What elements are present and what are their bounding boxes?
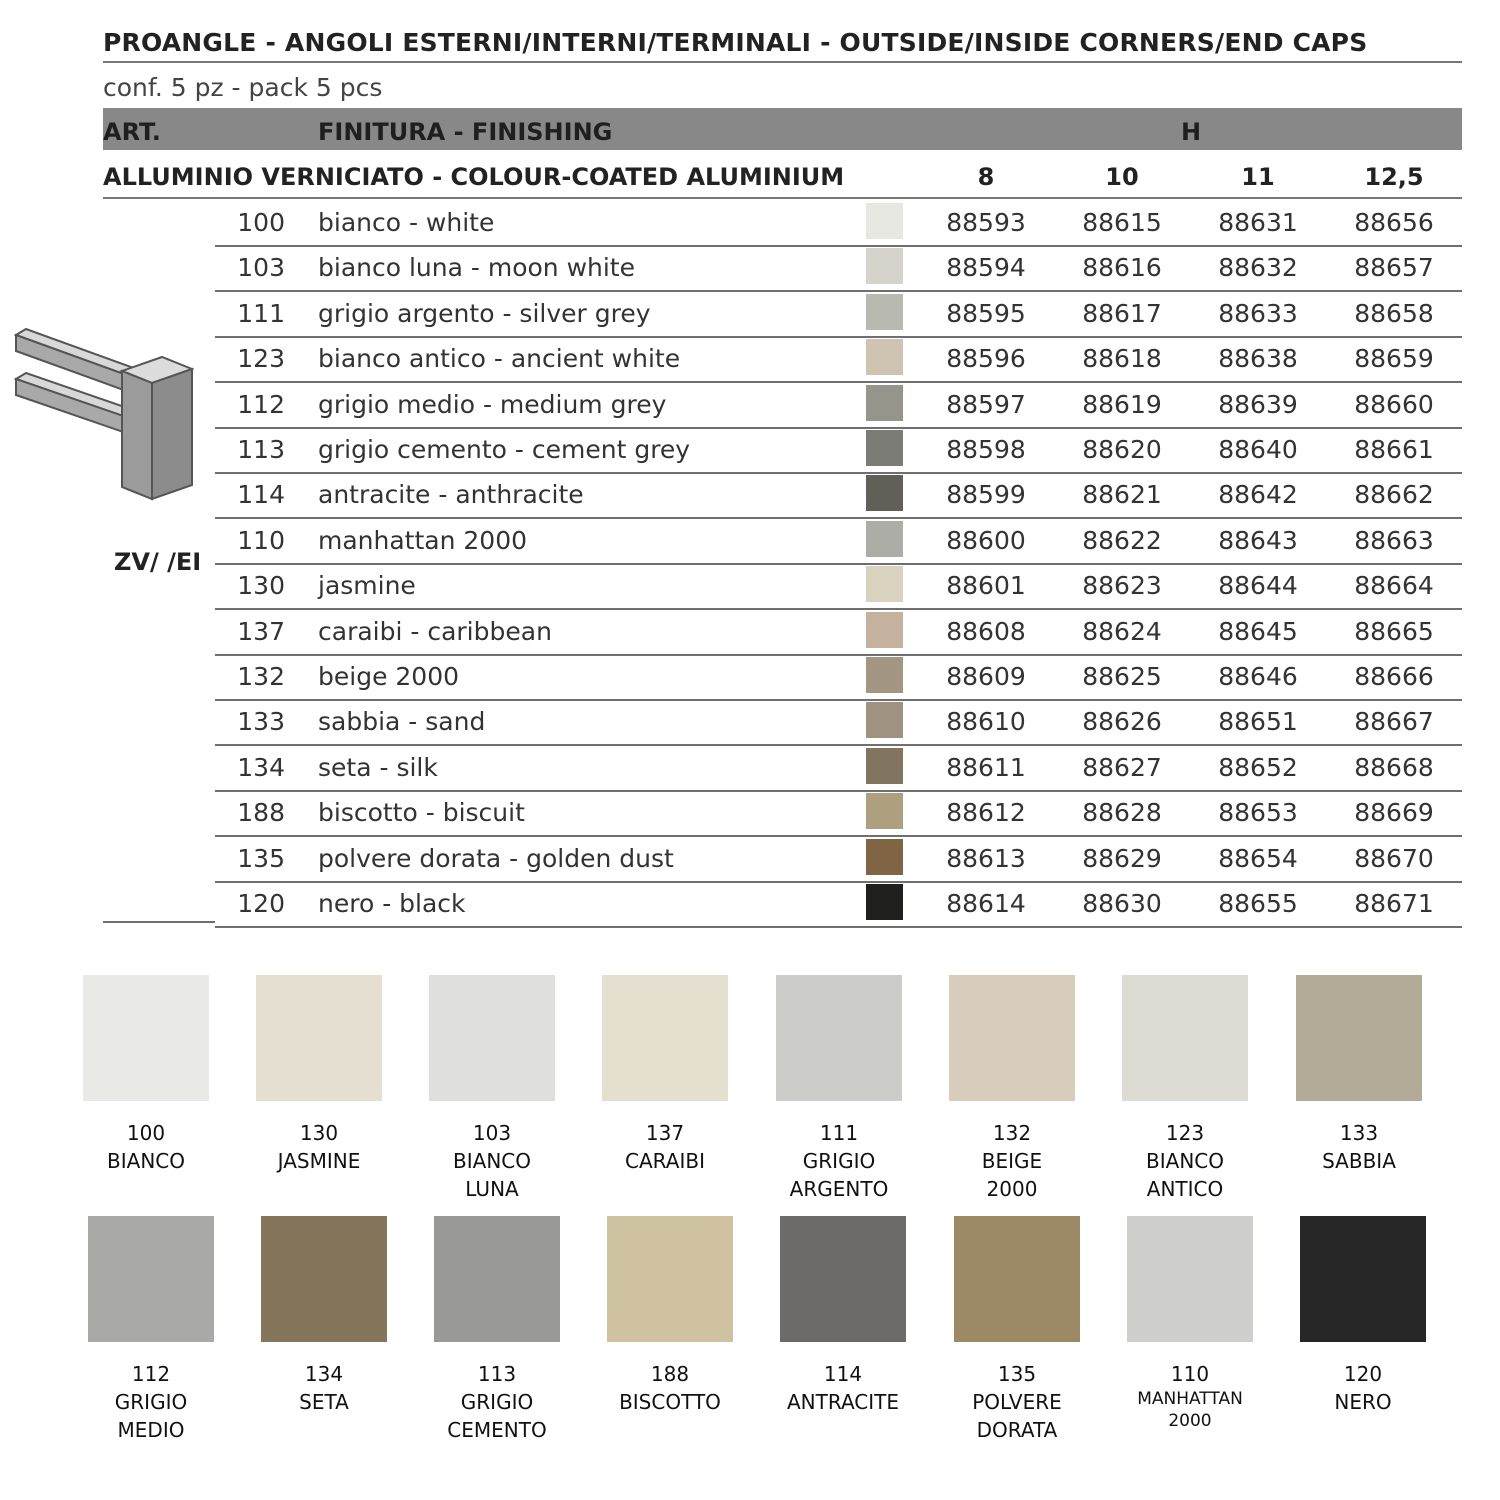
color-chip-tile [261,1216,387,1342]
color-chip-name: BIANCO [107,1149,185,1173]
color-chip-code: 112 [131,1362,171,1386]
finish-code: 120 [237,889,285,918]
color-chip-code: 130 [299,1121,339,1145]
color-chip [949,975,1075,1203]
table-row [215,427,1462,474]
table-row [215,745,1462,792]
table-row [215,291,1462,338]
article-number: 88613 [946,844,1026,873]
color-chip-code: 100 [126,1121,166,1145]
article-number: 88614 [946,889,1026,918]
finish-code: 132 [237,662,285,691]
article-number: 88669 [1354,798,1434,827]
color-chip-name: BISCOTTO [619,1390,721,1414]
color-chip-name: BEIGE [981,1149,1043,1173]
color-chip-name: POLVERE [972,1390,1062,1414]
color-chip-tile [1127,1216,1253,1342]
color-chip-label [256,1119,382,1175]
article-number: 88608 [946,617,1026,646]
color-chip-code: 110 [1170,1362,1210,1386]
color-chip-tile [954,1216,1080,1342]
article-number: 88597 [946,390,1026,419]
col-finishing-label: FINITURA - FINISHING [318,118,613,146]
corner-profile-icon [14,327,194,503]
article-number: 88633 [1218,299,1298,328]
material-subheader [103,163,1462,199]
article-number: 88644 [1218,571,1298,600]
finish-name: polvere dorata - golden dust [318,844,674,873]
finish-code: 133 [237,707,285,736]
finish-swatch [866,839,903,875]
table-row [215,609,1462,656]
height-header-0: 8 [977,163,995,191]
color-chip-label [1122,1119,1248,1203]
article-number: 88598 [946,435,1026,464]
finish-code: 134 [237,753,285,782]
height-header-3: 12,5 [1364,163,1424,191]
color-chip-name: GRIGIO [114,1390,188,1414]
color-chip-name: 2000 [986,1177,1038,1201]
article-number: 88664 [1354,571,1434,600]
article-number: 88661 [1354,435,1434,464]
finish-name: caraibi - caribbean [318,617,552,646]
article-number: 88593 [946,208,1026,237]
finish-name: biscotto - biscuit [318,798,525,827]
color-chip-name: 2000 [1168,1411,1212,1431]
color-chip-tile [780,1216,906,1342]
color-chip [88,1216,214,1444]
article-number: 88611 [946,753,1026,782]
color-chip [780,1216,906,1416]
article-number: 88658 [1354,299,1434,328]
article-number: 88668 [1354,753,1434,782]
color-chip-tile [776,975,902,1101]
finish-name: seta - silk [318,753,438,782]
color-chip [607,1216,733,1416]
article-number: 88657 [1354,253,1434,282]
article-number: 88622 [1082,526,1162,555]
finish-swatch [866,294,903,330]
color-chip-label [1300,1360,1426,1416]
finish-name: jasmine [318,571,416,600]
finish-code: 100 [237,208,285,237]
color-chip-code: 188 [650,1362,690,1386]
finish-code: 188 [237,798,285,827]
color-chip-name: ARGENTO [789,1177,889,1201]
article-number: 88615 [1082,208,1162,237]
color-chip-code: 134 [304,1362,344,1386]
table-row [215,336,1462,383]
finish-code: 113 [237,435,285,464]
article-number: 88619 [1082,390,1162,419]
color-chip-tile [88,1216,214,1342]
finish-swatch [866,385,903,421]
article-number: 88662 [1354,480,1434,509]
color-chip-tile [607,1216,733,1342]
article-number: 88618 [1082,344,1162,373]
article-number: 88653 [1218,798,1298,827]
material-label: ALLUMINIO VERNICIATO - COLOUR-COATED ALUMINIUM [103,163,845,191]
color-chip-code: 132 [992,1121,1032,1145]
table-header-band [103,108,1462,150]
height-header-2: 11 [1241,163,1275,191]
finish-code: 130 [237,571,285,600]
article-number: 88630 [1082,889,1162,918]
color-chip-label [780,1360,906,1416]
color-chip-name: BIANCO [453,1149,531,1173]
finish-swatch [866,748,903,784]
color-chip [83,975,209,1175]
table-row [215,245,1462,292]
article-number: 88616 [1082,253,1162,282]
color-chip-code: 114 [823,1362,863,1386]
color-chip [1127,1216,1253,1432]
color-chip-label [1296,1119,1422,1175]
article-number: 88652 [1218,753,1298,782]
color-chip-code: 123 [1165,1121,1205,1145]
finish-name: bianco luna - moon white [318,253,635,282]
article-number: 88639 [1218,390,1298,419]
color-chip-tile [256,975,382,1101]
finish-name: antracite - anthracite [318,480,584,509]
finish-code: 112 [237,390,285,419]
color-chip-code: 135 [997,1362,1037,1386]
color-chip [1122,975,1248,1203]
article-number: 88663 [1354,526,1434,555]
height-header-1: 10 [1105,163,1139,191]
color-chip-label [607,1360,733,1416]
article-number: 88596 [946,344,1026,373]
color-chip [776,975,902,1203]
color-chip-code: 120 [1343,1362,1383,1386]
finish-code: 137 [237,617,285,646]
title-divider [103,61,1462,63]
article-number: 88665 [1354,617,1434,646]
color-chip-code: 137 [645,1121,685,1145]
color-chip-tile [602,975,728,1101]
color-chip-tile [1296,975,1422,1101]
article-number: 88609 [946,662,1026,691]
color-chip [434,1216,560,1444]
finish-swatch [866,248,903,284]
article-number: 88623 [1082,571,1162,600]
finish-swatch [866,612,903,648]
table-row [215,472,1462,519]
color-chip [1296,975,1422,1175]
color-chip-label [776,1119,902,1203]
color-chip-tile [434,1216,560,1342]
article-number: 88631 [1218,208,1298,237]
table-row [215,518,1462,565]
finish-swatch [866,339,903,375]
table-row [215,881,1462,928]
color-chip-name: SABBIA [1322,1149,1396,1173]
finish-name: nero - black [318,889,466,918]
finish-swatch [866,566,903,602]
col-h-label: H [1181,118,1202,146]
color-chip-tile [429,975,555,1101]
finish-name: bianco - white [318,208,495,237]
article-number: 88628 [1082,798,1162,827]
finish-swatch [866,521,903,557]
finish-code: 135 [237,844,285,873]
article-number: 88617 [1082,299,1162,328]
finish-name: grigio argento - silver grey [318,299,651,328]
col-art-label: ART. [103,118,161,146]
article-number: 88646 [1218,662,1298,691]
color-chip-code: 133 [1339,1121,1379,1145]
article-number: 88626 [1082,707,1162,736]
article-number: 88621 [1082,480,1162,509]
color-chip-name: CARAIBI [625,1149,705,1173]
article-number: 88666 [1354,662,1434,691]
article-number: 88640 [1218,435,1298,464]
finish-swatch [866,793,903,829]
color-chip-label [954,1360,1080,1444]
article-number: 88645 [1218,617,1298,646]
color-chip-name: ANTRACITE [787,1390,899,1414]
article-number: 88659 [1354,344,1434,373]
color-chip-name: BIANCO [1146,1149,1224,1173]
color-chip-tile [1300,1216,1426,1342]
article-number: 88660 [1354,390,1434,419]
finish-name: beige 2000 [318,662,460,691]
product-code: ZV/ /EI [114,548,202,576]
finish-name: sabbia - sand [318,707,486,736]
color-chip [261,1216,387,1416]
finish-swatch [866,475,903,511]
article-number: 88671 [1354,889,1434,918]
color-chip [954,1216,1080,1444]
color-chip [1300,1216,1426,1416]
article-number: 88595 [946,299,1026,328]
table-bottom-rule [103,921,215,923]
color-chip-name: LUNA [465,1177,519,1201]
finish-swatch [866,430,903,466]
color-chip-name: ANTICO [1146,1177,1224,1201]
finish-swatch [866,702,903,738]
table-row [215,836,1462,883]
finish-swatch [866,203,903,239]
color-chip-tile [949,975,1075,1101]
article-number: 88638 [1218,344,1298,373]
finish-name: grigio cemento - cement grey [318,435,691,464]
article-number: 88643 [1218,526,1298,555]
article-number: 88620 [1082,435,1162,464]
color-chip-name: SETA [299,1390,349,1414]
color-chip-name: MANHATTAN [1137,1389,1243,1409]
color-chip-name: NERO [1334,1390,1392,1414]
color-chip-label [949,1119,1075,1203]
article-number: 88601 [946,571,1026,600]
pack-info: conf. 5 pz - pack 5 pcs [103,73,383,102]
color-chip-code: 111 [819,1121,859,1145]
page-title: PROANGLE - ANGOLI ESTERNI/INTERNI/TERMINALI - OUTSIDE/INSIDE CORNERS/END CAPS [103,28,1368,57]
color-chip-code: 113 [477,1362,517,1386]
article-number: 88600 [946,526,1026,555]
finish-code: 111 [237,299,285,328]
table-row [215,654,1462,701]
article-number: 88612 [946,798,1026,827]
table-row [215,382,1462,429]
article-number: 88627 [1082,753,1162,782]
color-chip [429,975,555,1203]
finish-code: 114 [237,480,285,509]
table-row [215,200,1462,247]
color-chip-tile [1122,975,1248,1101]
color-chip-label [88,1360,214,1444]
finish-code: 123 [237,344,285,373]
article-number: 88594 [946,253,1026,282]
article-number: 88624 [1082,617,1162,646]
color-chip-label [602,1119,728,1175]
finish-name: manhattan 2000 [318,526,528,555]
color-chip-label [261,1360,387,1416]
color-chip-name: DORATA [976,1418,1058,1442]
color-chip-code: 103 [472,1121,512,1145]
color-chip-name: CEMENTO [447,1418,547,1442]
article-number: 88651 [1218,707,1298,736]
color-chip-label [434,1360,560,1444]
color-chip-label [429,1119,555,1203]
article-number: 88654 [1218,844,1298,873]
article-number: 88629 [1082,844,1162,873]
article-number: 88670 [1354,844,1434,873]
table-row [215,699,1462,746]
finish-code: 110 [237,526,285,555]
article-number: 88642 [1218,480,1298,509]
finish-swatch [866,657,903,693]
color-chip-label [1127,1360,1253,1432]
finish-name: bianco antico - ancient white [318,344,681,373]
color-chip-name: MEDIO [117,1418,185,1442]
color-chip-tile [83,975,209,1101]
color-chip [602,975,728,1175]
article-number: 88632 [1218,253,1298,282]
color-chip-name: GRIGIO [802,1149,876,1173]
article-number: 88667 [1354,707,1434,736]
finish-swatch [866,884,903,920]
article-number: 88625 [1082,662,1162,691]
color-chip-name: GRIGIO [460,1390,534,1414]
color-chip [256,975,382,1175]
finish-name: grigio medio - medium grey [318,390,667,419]
table-row [215,563,1462,610]
article-number: 88599 [946,480,1026,509]
color-chip-name: JASMINE [277,1149,361,1173]
article-number: 88655 [1218,889,1298,918]
article-number: 88656 [1354,208,1434,237]
color-chip-label [83,1119,209,1175]
article-number: 88610 [946,707,1026,736]
finish-code: 103 [237,253,285,282]
table-row [215,790,1462,837]
product-icon [14,327,194,503]
